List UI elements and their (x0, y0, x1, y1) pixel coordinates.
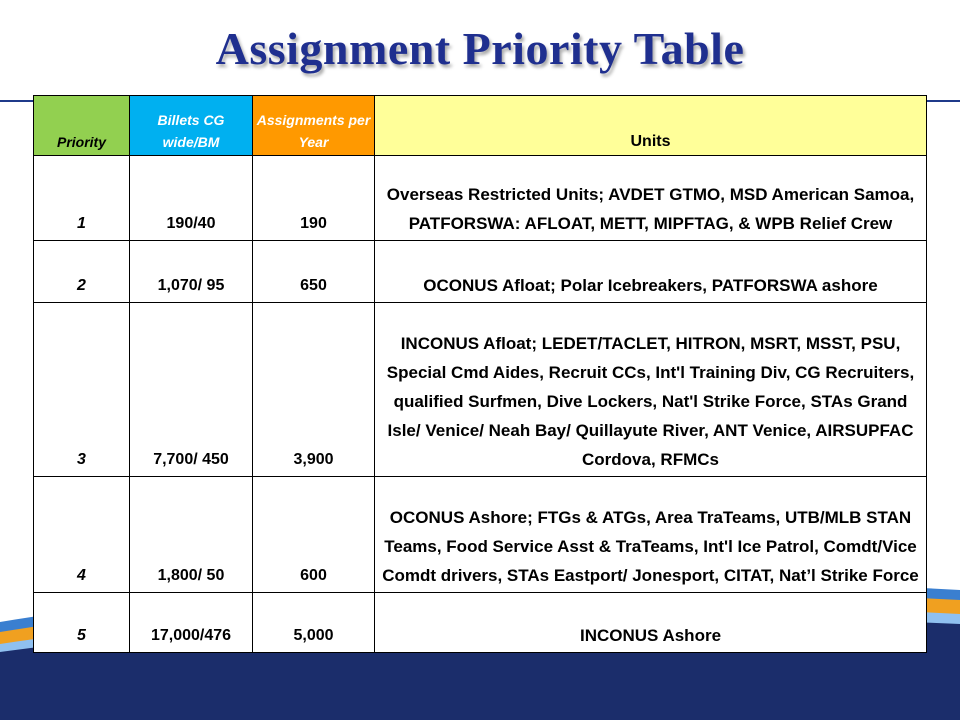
header-assignments: Assignments per Year (253, 96, 375, 156)
page-title: Assignment Priority Table (215, 23, 745, 74)
table-row (34, 241, 927, 303)
table-header-row (34, 96, 927, 156)
billets-cell: 17,000/476 (130, 593, 253, 653)
priority-cell: 3 (34, 303, 130, 477)
billets-cell: 7,700/ 450 (130, 303, 253, 477)
assignments-cell: 600 (253, 477, 375, 593)
priority-cell: 5 (34, 593, 130, 653)
header-billets: Billets CG wide/BM (130, 96, 253, 156)
header-priority: Priority (34, 96, 130, 156)
assignments-cell: 650 (253, 241, 375, 303)
assignment-priority-table (33, 95, 927, 653)
assignments-cell: 3,900 (253, 303, 375, 477)
table-row (34, 303, 927, 477)
table-row (34, 477, 927, 593)
units-cell: OCONUS Ashore; FTGs & ATGs, Area TraTeams, UTB/MLB STAN Teams, Food Service Asst & TraTeams, Int'l Ice Patrol, Comdt/Vice Comdt drivers, STAs Eastport/ Jonesport, CITAT, Nat’l Strike Force (375, 477, 927, 593)
units-cell: Overseas Restricted Units; AVDET GTMO, MSD American Samoa, PATFORSWA: AFLOAT, METT, MIPFTAG, & WPB Relief Crew (375, 156, 927, 241)
units-cell: INCONUS Afloat; LEDET/TACLET, HITRON, MSRT, MSST, PSU, Special Cmd Aides, Recruit CCs, Int'l Training Div, CG Recruiters, qualified Surfmen, Dive Lockers, Nat'l Strike Force, STAs Grand Isle/ Venice/ Neah Bay/ Quillayute River, ANT Venice, AIRSUPFAC Cordova, RFMCs (375, 303, 927, 477)
priority-cell: 1 (34, 156, 130, 241)
units-cell: OCONUS Afloat; Polar Icebreakers, PATFORSWA ashore (375, 241, 927, 303)
billets-cell: 1,800/ 50 (130, 477, 253, 593)
units-cell: INCONUS Ashore (375, 593, 927, 653)
header-units: Units (375, 96, 927, 156)
table-row (34, 156, 927, 241)
table-row (34, 593, 927, 653)
assignments-cell: 190 (253, 156, 375, 241)
billets-cell: 190/40 (130, 156, 253, 241)
priority-cell: 2 (34, 241, 130, 303)
priority-cell: 4 (34, 477, 130, 593)
billets-cell: 1,070/ 95 (130, 241, 253, 303)
assignments-cell: 5,000 (253, 593, 375, 653)
